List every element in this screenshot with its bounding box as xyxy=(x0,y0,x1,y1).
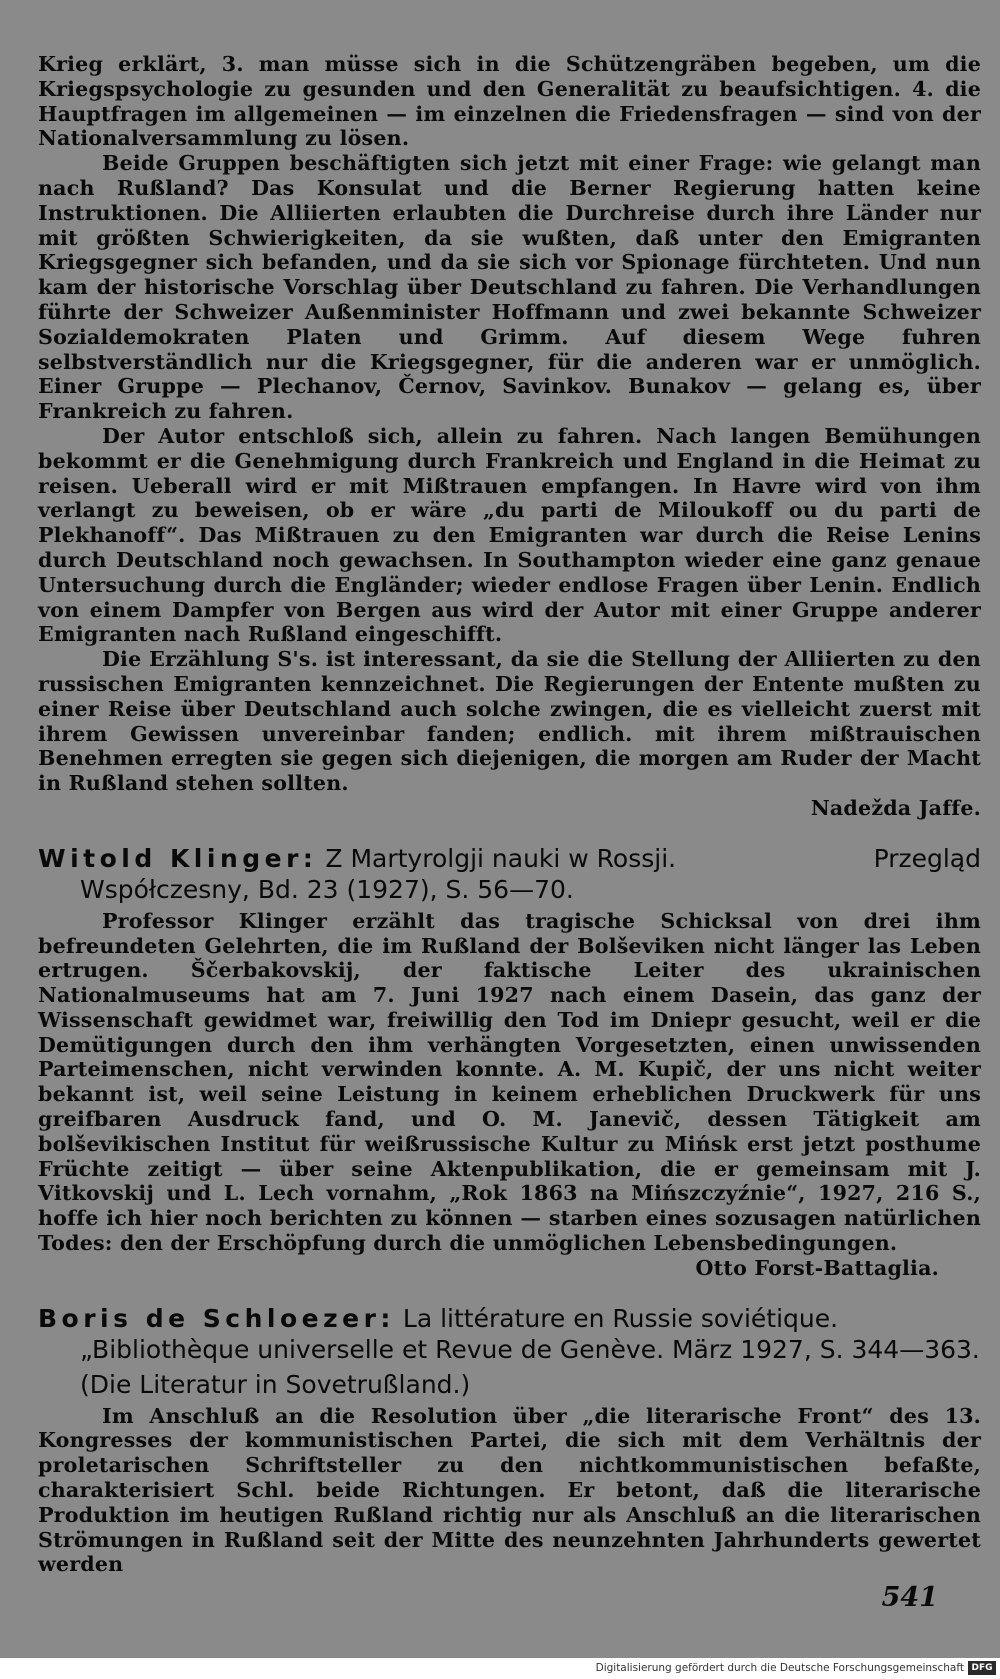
text-column xyxy=(38,52,981,1577)
reviewer-signature: Otto Forst-Battaglia. xyxy=(695,1255,939,1280)
paragraph: Der Autor entschloß sich, allein zu fahren. Nach langen Bemühungen bekommt er die Genehmigung durch Frankreich und England in die Heimat zu reisen. Ueberall wird er mit Mißtrauen empfangen. In Havre wird von ihm verlangt zu beweisen, ob er wäre „du parti de Miloukoff ou du parti de Plekhanoff“. Das Mißtrauen zu den Emigranten war durch die Reise Lenins durch Deutschland noch gewachsen. In Southampton wieder eine ganz genaue Untersuchung durch die Engländer; wieder endlose Fragen über Lenin. Endlich von einem Dampfer von Bergen aus wird der Autor mit einer Gruppe anderer Emigranten nach Rußland eingeschifft. xyxy=(38,423,981,647)
paragraph: Professor Klinger erzählt das tragische Schicksal von drei ihm befreundeten Gelehrten, die im Rußland der Bolševiken nicht länger las Leben ertrugen. Ščerbakovskij, der faktische Leiter des ukrainischen Nationalmuseums hat am 7. Juni 1927 nach einem Dasein, das ganz der Wissenschaft gewidmet war, freiwillig den Tod im Dniepr gesucht, weil er die Demütigungen durch den ihm verhängten Vorgesetzten, einen unwissenden Parteimenschen, nicht verwinden konnte. A. M. Kupič, der uns nicht weiter bekannt ist, weil seine Leistung in keinem erheblichen Druckwerk für uns greifbaren Ausdruck fand, und O. M. Janevič, dessen Tätigkeit am bolševikischen Institut für weißrussische Kultur zu Mińsk erst jetzt posthume Früchte zeitigt — über seine Aktenpublikation, die er gemeinsam mit J. Vitkovskij und L. Lech vornahm, „Rok 1863 na Mińszczyźnie“, 1927, 216 S., hoffe ich hier noch berichten zu können — starben eines sozusagen natürlichen Todes: den der Erschöpfung durch die unmöglichen Lebensbedingungen. xyxy=(38,908,981,1256)
entry-journal: Przegląd xyxy=(873,843,981,873)
entry-citation: Współczesny, Bd. 23 (1927), S. 56—70. xyxy=(80,874,574,904)
entry-translation: (Die Literatur in Sovetrußland.) xyxy=(80,1369,471,1399)
entry-title: Z Martyrolgji nauki w Rossji. xyxy=(325,843,677,873)
footer-credit: Digitalisierung gefördert durch die Deutsche Forschungsgemeinschaft xyxy=(595,1662,964,1674)
digitization-footer xyxy=(0,1658,1000,1679)
page-number: 541 xyxy=(881,1582,938,1613)
review-entry-klinger xyxy=(38,843,981,1281)
entry-citation: „Bibliothèque universelle et Revue de Genève. März 1927, S. 344—363. xyxy=(80,1334,980,1364)
entry-title: La littérature en Russie soviétique. xyxy=(402,1303,839,1333)
reviewer-signature: Nadežda Jaffe. xyxy=(810,795,981,820)
entry-heading xyxy=(38,843,981,874)
review-continuation xyxy=(38,52,981,821)
dfg-logo: DFG xyxy=(968,1661,996,1675)
paragraph: Krieg erklärt, 3. man müsse sich in die Schützengräben begeben, um die Kriegspsychologie zu gesunden und den Generalität zu beaufsichtigen. 4. die Hauptfragen im allgemeinen — im einzelnen die Friedensfragen — sind von der Nationalversammlung zu lösen. xyxy=(38,52,981,151)
paragraph: Beide Gruppen beschäftigten sich jetzt mit einer Frage: wie gelangt man nach Rußland? Das Konsulat und die Berner Regierung hatten keine Instruktionen. Die Alliierten erlaubten die Durchreise durch ihre Länder nur mit größten Schwierigkeiten, da sie wußten, daß unter den Emigranten Kriegsgegner sich befanden, und da sie sich vor Spionage fürchteten. Und nun kam der historische Vorschlag über Deutschland zu fahren. Die Verhandlungen führte der Schweizer Außenminister Hoffmann und zwei bekannte Schweizer Sozialdemokraten Platen und Grimm. Auf diesem Wege fuhren selbstverständlich nur die Kriegsgegner, für die anderen war er unmöglich. Einer Gruppe — Plechanov, Černov, Savinkov. Bunakov — gelang es, über Frankreich zu fahren. xyxy=(38,151,981,424)
paragraph: Die Erzählung S's. ist interessant, da sie die Stellung der Alliierten zu den russischen Emigranten kennzeichnet. Die Regierungen der Entente mußten zu einer Reise über Deutschland auch solche zwingen, die es vielleicht zuerst mit ihrem Gewissen unvereinbar fanden; endlich. mit ihrem mißtrauischen Benehmen erregten sie gegen sich diejenigen, die morgen am Ruder der Macht in Rußland stehen sollten. xyxy=(38,647,981,796)
entry-author: Boris de Schloezer: xyxy=(38,1303,395,1333)
review-entry-schloezer xyxy=(38,1303,981,1578)
entry-author: Witold Klinger: xyxy=(38,843,318,873)
entry-heading xyxy=(38,1303,981,1334)
paragraph: Im Anschluß an die Resolution über „die literarische Front“ des 13. Kongresses der kommunistischen Partei, die sich mit dem Verhältnis der proletarischen Schriftsteller zu den nichtkommunistischen befaßte, charakterisiert Schl. beide Richtungen. Er betont, daß die literarische Produktion im heutigen Rußland richtig nur als Anschluß an die literarischen Strömungen in Rußland seit der Mitte des neunzehnten Jahrhunderts gewertet werden xyxy=(38,1403,981,1577)
